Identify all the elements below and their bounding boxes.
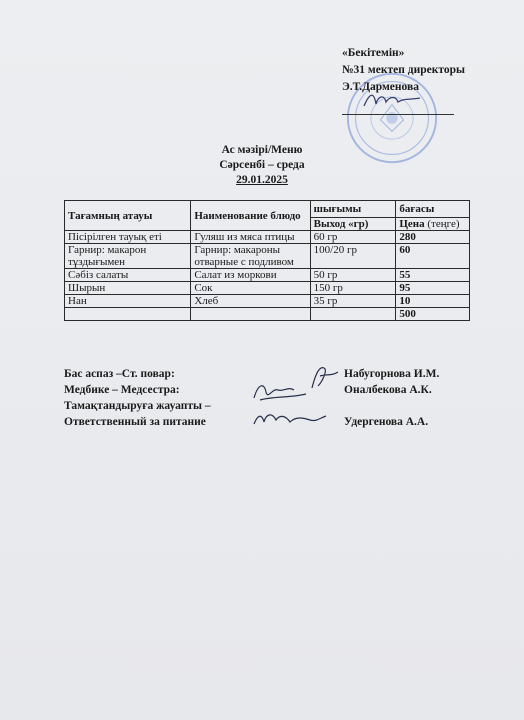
names-spacer — [344, 398, 439, 414]
staff-names — [344, 366, 439, 430]
menu-title: Ас мәзірі/Меню — [221, 144, 303, 156]
approval-title: «Бекітемін» — [342, 47, 405, 59]
staff-labels — [64, 366, 211, 430]
cell-name-kz: Нан — [65, 295, 191, 308]
responsible-label-ru: Ответственный за питание — [64, 416, 206, 428]
cell-price: 10 — [396, 295, 470, 308]
responsible-label-kz: Тамақтандыруға жауапты – — [64, 400, 211, 412]
cell-total: 500 — [396, 308, 470, 321]
cell-price: 95 — [396, 282, 470, 295]
header-price-unit: (теңге) — [427, 218, 460, 230]
menu-day: Сәрсенбі – среда — [219, 159, 305, 171]
chef-label: Бас аспаз –Ст. повар: — [64, 368, 175, 380]
cell-empty — [65, 308, 191, 321]
cell-name-kz: Сәбіз салаты — [65, 269, 191, 282]
cell-price: 280 — [396, 231, 470, 244]
table-row — [65, 231, 470, 244]
responsible-name: Удергенова А.А. — [344, 416, 429, 428]
nurse-label: Медбике – Медсестра: — [64, 384, 180, 396]
chef-name: Набугорнова И.М. — [344, 368, 440, 380]
cell-yield: 100/20 гр — [310, 244, 396, 269]
approval-director-name: Э.Т.Дарменова — [342, 81, 419, 93]
approval-position: №31 мектеп директоры — [342, 64, 465, 76]
table-row — [65, 244, 470, 269]
cell-name-ru: Гарнир: макароны отварные с подливом — [191, 244, 310, 269]
header-name-ru: Наименование блюдо — [191, 201, 310, 231]
cell-yield: 60 гр — [310, 231, 396, 244]
nurse-name: Оналбекова А.К. — [344, 384, 432, 396]
nurse-signature — [250, 378, 310, 404]
cell-price: 55 — [396, 269, 470, 282]
header-price-kz: бағасы — [396, 201, 470, 218]
header-price-ru — [396, 218, 470, 231]
chef-signature — [306, 362, 342, 392]
cell-yield: 35 гр — [310, 295, 396, 308]
header-price-ru-label: Цена — [399, 218, 425, 230]
cell-yield: 50 гр — [310, 269, 396, 282]
header-yield-kz: шығымы — [310, 201, 396, 218]
table-row — [65, 282, 470, 295]
cell-empty — [191, 308, 310, 321]
cell-name-ru: Гуляш из мяса птицы — [191, 231, 310, 244]
director-signature — [360, 88, 424, 112]
table-row — [65, 269, 470, 282]
menu-table — [64, 200, 470, 321]
table-total-row — [65, 308, 470, 321]
cell-price: 60 — [396, 244, 470, 269]
cell-empty — [310, 308, 396, 321]
cell-yield: 150 гр — [310, 282, 396, 295]
responsible-signature — [250, 408, 328, 430]
cell-name-ru: Хлеб — [191, 295, 310, 308]
cell-name-kz: Гарнир: макарон тұздығымен — [65, 244, 191, 269]
table-row — [65, 295, 470, 308]
table-header-row — [65, 201, 470, 218]
cell-name-ru: Сок — [191, 282, 310, 295]
header-name-kz: Тағамның атауы — [65, 201, 191, 231]
cell-name-kz: Шырын — [65, 282, 191, 295]
header-yield-ru: Выход «гр) — [310, 218, 396, 231]
menu-heading — [0, 143, 524, 188]
cell-name-kz: Пісірілген тауық еті — [65, 231, 191, 244]
menu-date: 29.01.2025 — [236, 174, 288, 186]
cell-name-ru: Салат из моркови — [191, 269, 310, 282]
